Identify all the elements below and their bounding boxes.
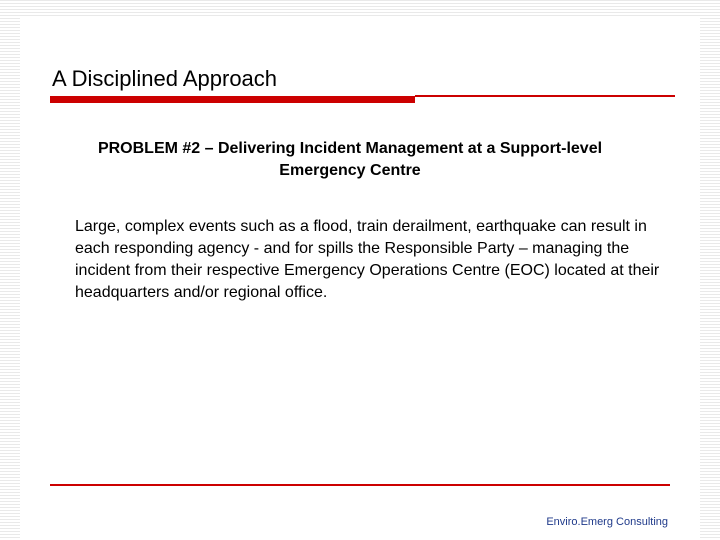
- title-underline-thin: [415, 95, 675, 97]
- problem-heading-line-2: Emergency Centre: [279, 162, 421, 179]
- title-underline-thick: [50, 96, 415, 103]
- body-paragraph: Large, complex events such as a flood, train derailment, earthquake can result in each responding agency - and for spills the Responsible Party – managing the incident from their respective Emergency Operations Centre (EOC) located at their headquarters and/or regional office.: [75, 218, 660, 301]
- problem-heading-line-1: PROBLEM #2 – Delivering Incident Management at a Support-level: [97, 140, 603, 157]
- problem-heading: [40, 138, 660, 182]
- footer-divider: [50, 484, 670, 486]
- slide-title: A Disciplined Approach: [52, 66, 278, 91]
- slide: [20, 18, 700, 540]
- footer-credit: Enviro.Emerg Consulting: [546, 516, 668, 528]
